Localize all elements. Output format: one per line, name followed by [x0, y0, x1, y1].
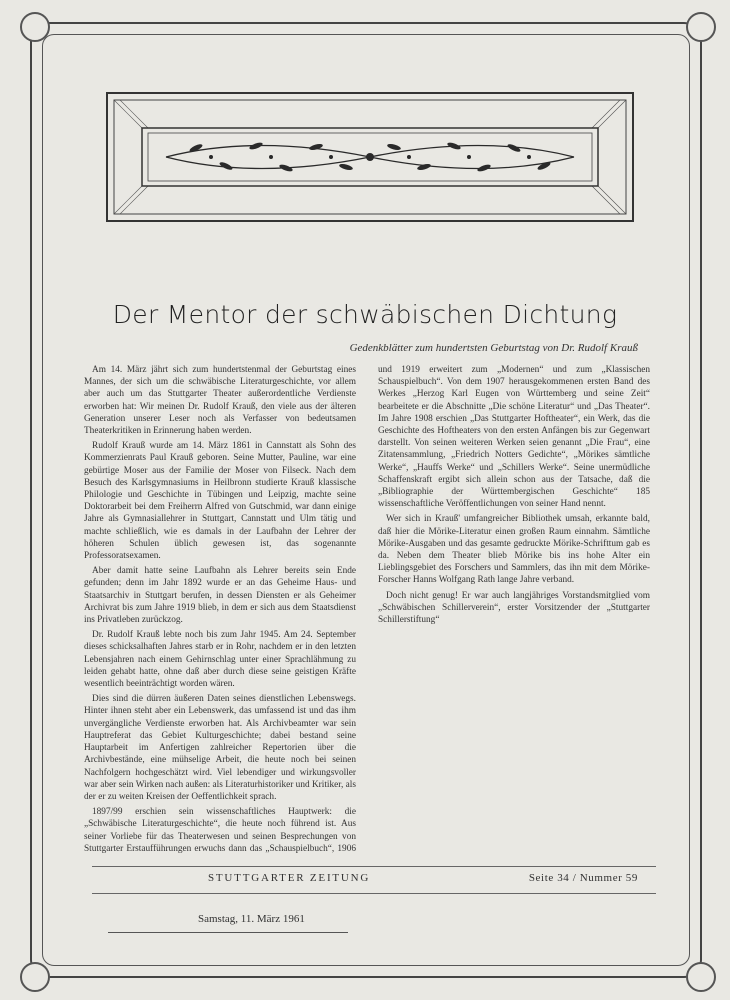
- corner-ornament-bottom-right: [686, 962, 716, 992]
- article-subtitle: Gedenkblätter zum hundertsten Geburtstag von Dr. Rudolf Krauß: [349, 342, 638, 354]
- corner-ornament-top-right: [686, 12, 716, 42]
- corner-ornament-top-left: [20, 12, 50, 42]
- publication-date: Samstag, 11. März 1961: [198, 913, 305, 925]
- decorative-header-ornament: [106, 92, 634, 222]
- page-info: Seite 34 / Nummer 59: [528, 872, 638, 884]
- newspaper-footer: [92, 872, 656, 888]
- date-rule: [108, 932, 348, 933]
- paragraph: Dr. Rudolf Krauß lebte noch bis zum Jahr 1945. Am 24. September dieses schicksalhaften Jahres starb er in Rohr, nachdem er in den letzten Lebensjahren nach einem Gehirnschlag unter einer Sprachlähmung zu leiden gehabt hatte, ohne daß aber durch diese seine geistigen Kräfte wesentlich beeinträchtigt worden wären.: [84, 630, 356, 690]
- paragraph: Aber damit hatte seine Laufbahn als Lehrer bereits sein Ende gefunden; denn im Jahr 1892 wurde er an das Geheime Haus- und Staatsarchiv in Stuttgart berufen, in dessen Diensten er als Geheimer Archivrat bis zum Jahre 1919 blieb, in dem er sich aus dem Staatsdienst ins Privatleben zurückzog.: [84, 566, 356, 626]
- footer-rule-bottom: [92, 893, 656, 894]
- newspaper-name: STUTTGARTER ZEITUNG: [208, 872, 371, 884]
- paragraph: Doch nicht genug! Er war auch langjähriges Vorstandsmitglied vom „Schwäbischen Schillerverein“, erster Vorsitzender der „Stuttgarter Schillerstiftung“: [378, 590, 650, 626]
- paragraph: Wer sich in Krauß' umfangreicher Bibliothek umsah, erkannte bald, daß hier die Mörike-Literatur einen großen Raum einnahm. Sämtliche Mörike-Ausgaben und das gesamte gedruckte Mörike-Schrifttum gab es da. Neben dem Theater blieb Mörike bis ins hohe Alter ein Lieblingsgebiet des Forschers und Sammlers, das ihn mit dem Mörike-Forscher Hanns Wolfgang Rath lange Jahre verband.: [378, 514, 650, 586]
- corner-ornament-bottom-left: [20, 962, 50, 992]
- paragraph: Am 14. März jährt sich zum hundertstenmal der Geburtstag eines Mannes, der sich um die schwäbische Literaturgeschichte, vor allem aber auch um das Stuttgarter Theater außerordentliche Verdienste erworben hat: Wir meinen Dr. Rudolf Krauß, den viele aus der älteren Generation unserer Leser noch als Verfasser von bedeutsamen Theaterkritiken in Erinnerung haben werden.: [84, 365, 356, 437]
- paragraph: 1897/99 erschien sein wissenschaftliches Hauptwerk: die „Schwäbische Literaturgeschichte“, die heute noch führend ist. Aus seiner Vorliebe für das Theaterwesen und seinen Besprechungen von Stuttgarter Erstaufführungen erwuchs dann das „Schauspielbuch“, 1906 und 1919 erweitert zum „Modernen“ und zum „Klassischen Schauspielbuch“. Von dem 1907 herausgekommenen ersten Band des Werkes „Herzog Karl Eugen von Württemberg und seine Zeit“ bearbeitete er die Abschnitte „Die schöne Literatur“ und „Das Theater“. Im Jahre 1908 erschien „Das Stuttgarter Hoftheater“, ein Werk, das die Geschichte des Hoftheaters von den ersten Anfängen bis zur Gegenwart darstellt. Von seinen weiteren Werken seien genannt „Die Frau“, eine Zitatensammlung, „Friedrich Notters Gedichte“, „Mörikes sämtliche Werke“, „Hauffs Werke“ und „Schillers Werke“. Seine unermüdliche Schaffenskraft ergibt sich allein schon aus der Tatsache, daß die „Bibliographie der Württembergischen Geschichte“ 185 wissenschaftliche Veröffentlichungen von seiner Hand nennt.: [84, 365, 650, 854]
- article-title: Der Mentor der schwäbischen Dichtung: [112, 300, 618, 329]
- footer-rule-top: [92, 866, 656, 867]
- article-body: [84, 364, 650, 858]
- paragraph: Rudolf Krauß wurde am 14. März 1861 in Cannstatt als Sohn des Kommerzienrats Paul Krauß geboren. Seine Mutter, Pauline, war eine gebürtige Moser aus der Familie der Moser von Filseck. Nach dem Besuch des Karlsgymnasiums in Heilbronn studierte Krauß klassische Philologie und Geschichte in Tübingen und Leipzig, machte seine Doktorarbeit bei dem Freiherrn Alfred von Gutschmid, war dann einige Jahre als Gymnasiallehrer in Stuttgart, Cannstatt und Ulm tätig und machte schließlich, wie es damals in der Laufbahn der Lehrer der höheren Schulen üblich gewesen ist, das sogenannte Professoratsexamen.: [84, 441, 356, 562]
- paragraph: Dies sind die dürren äußeren Daten seines dienstlichen Lebenswegs. Hinter ihnen steht aber ein Lebenswerk, das umfassend ist und das ihm unvergängliche Verdienste erworben hat. Als Archivbeamter war sein Hauptreferat das Gebiet Kulturgeschichte; dabei bestand seine Hauptarbeit im Anfertigen zahlreicher Repertorien über die Archivbestände, eine mühselige Arbeit, die heute noch bei seinen Nachfolgern hochgeschätzt wird. Viel lebendiger und wirkungsvoller war aber sein Wirken nach außen: als Literaturhistoriker und Kritiker, als der er zu weiten Kreisen der Oeffentlichkeit sprach.: [84, 694, 356, 802]
